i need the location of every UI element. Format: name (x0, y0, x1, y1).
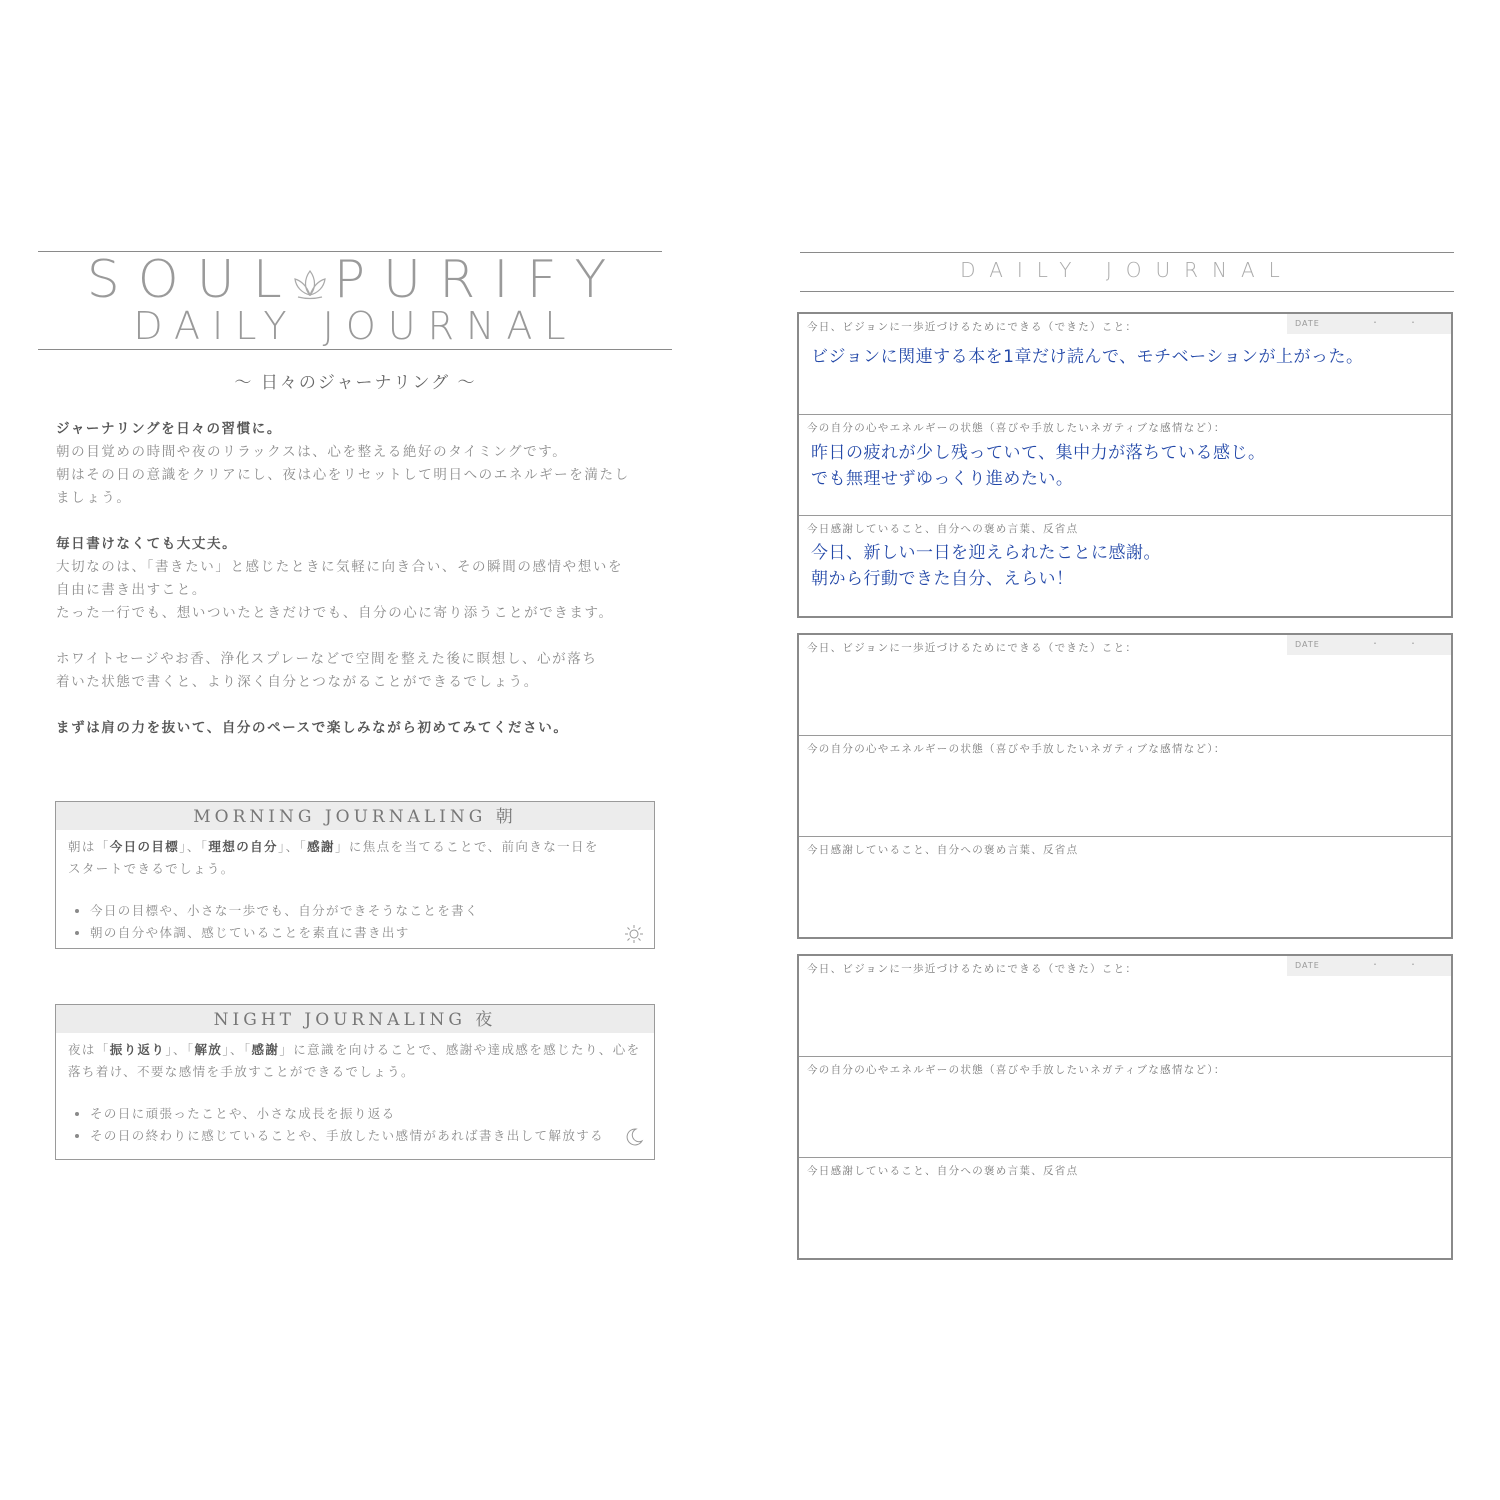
daily-journal-title: DAILY JOURNAL (960, 258, 1294, 282)
date-field[interactable] (1287, 314, 1451, 334)
brand-word-soul: SOUL (86, 250, 300, 310)
date-label: DATE (1295, 319, 1320, 328)
date-field[interactable] (1287, 635, 1451, 655)
right-title-rule (800, 291, 1454, 292)
gratitude-row[interactable] (799, 1158, 1451, 1259)
intro-line: ホワイトセージやお香、浄化スプレーなどで空間を整えた後に瞑想し、心が落ち (56, 651, 598, 667)
morning-title: MORNING JOURNALING 朝 (56, 802, 654, 830)
gratitude-row[interactable] (799, 837, 1451, 938)
journal-entry-3 (797, 954, 1453, 1260)
handwritten-gratitude: 今日、新しい一日を迎えられたことに感謝。 朝から行動できた自分、えらい！ (811, 543, 1161, 589)
intro-line: 朝はその日の意識をクリアにし、夜は心をリセットして明日へのエネルギーを満たし (56, 467, 630, 483)
vision-prompt: 今日、ビジョンに一歩近づけるためにできる（できた）こと： (807, 321, 1138, 333)
morning-description-cont: スタートできるでしょう。 (68, 861, 235, 876)
vision-prompt: 今日、ビジョンに一歩近づけるためにできる（できた）こと： (807, 963, 1138, 975)
morning-bullets (68, 900, 642, 944)
list-item: • その日の終わりに感じていることや、手放したい感情があれば書き出して解放する (90, 1125, 642, 1147)
vision-prompt: 今日、ビジョンに一歩近づけるためにできる（できた）こと： (807, 642, 1138, 654)
intro-line: 自由に書き出すこと。 (56, 582, 207, 598)
intro-text (56, 418, 666, 740)
gratitude-prompt: 今日感謝していること、自分への褒め言葉、反省点 (807, 844, 1079, 856)
night-description: 夜は「振り返り」、「解放」、「感謝」に意識を向けることで、感謝や達成感を感じたり、心を (68, 1042, 641, 1057)
vision-row[interactable] (799, 314, 1451, 415)
lotus-icon (290, 263, 330, 303)
gratitude-row[interactable] (799, 516, 1451, 617)
intro-line: 着いた状態で書くと、より深く自分とつながることができるでしょう。 (56, 674, 539, 690)
list-item: • 朝の自分や体調、感じていることを素直に書き出す (90, 922, 642, 944)
night-title: NIGHT JOURNALING 夜 (56, 1005, 654, 1033)
intro-line: 大切なのは、「書きたい」と感じたときに気軽に向き合い、その瞬間の感情や想いを (56, 559, 624, 575)
date-dot: ・ (1409, 960, 1418, 969)
date-dot: ・ (1409, 639, 1418, 648)
intro-line: ましょう。 (56, 490, 132, 506)
gratitude-prompt: 今日感謝していること、自分への褒め言葉、反省点 (807, 523, 1079, 535)
gratitude-prompt: 今日感謝していること、自分への褒め言葉、反省点 (807, 1165, 1079, 1177)
brand-subtitle: DAILY JOURNAL (133, 304, 578, 348)
state-row[interactable] (799, 736, 1451, 837)
morning-description: 朝は「今日の目標」、「理想の自分」、「感謝」に焦点を当てることで、前向きな一日を (68, 839, 599, 854)
intro-p4-title: まずは肩の力を抜いて、自分のペースで楽しみながら初めてみてください。 (56, 720, 569, 736)
moon-icon (624, 1127, 644, 1147)
intro-p1-title: ジャーナリングを日々の習慣に。 (56, 421, 282, 437)
state-row[interactable] (799, 1057, 1451, 1158)
journal-entry-1 (797, 312, 1453, 618)
night-description-cont: 落ち着け、不要な感情を手放すことができるでしょう。 (68, 1064, 415, 1079)
intro-line: 朝の目覚めの時間や夜のリラックスは、心を整える絶好のタイミングです。 (56, 444, 568, 460)
date-dot: ・ (1409, 318, 1418, 327)
date-field[interactable] (1287, 956, 1451, 976)
journal-entry-2 (797, 633, 1453, 939)
right-top-rule (800, 252, 1454, 253)
vision-row[interactable] (799, 635, 1451, 736)
state-prompt: 今の自分の心やエネルギーの状態（喜びや手放したいネガティブな感情など）： (807, 422, 1226, 434)
list-item: • 今日の目標や、小さな一歩でも、自分ができそうなことを書く (90, 900, 642, 922)
brand-title (38, 252, 673, 308)
intro-p2-title: 毎日書けなくても大丈夫。 (56, 536, 238, 552)
list-item: • その日に頑張ったことや、小さな成長を振り返る (90, 1103, 642, 1125)
brand-bottom-rule (38, 349, 672, 350)
state-prompt: 今の自分の心やエネルギーの状態（喜びや手放したいネガティブな感情など）： (807, 743, 1226, 755)
night-bullets (68, 1103, 642, 1147)
brand-word-purify: PURIFY (333, 250, 625, 310)
vision-row[interactable] (799, 956, 1451, 1057)
state-prompt: 今の自分の心やエネルギーの状態（喜びや手放したいネガティブな感情など）： (807, 1064, 1226, 1076)
morning-journaling-box (55, 801, 655, 949)
date-label: DATE (1295, 961, 1320, 970)
date-dot: ・ (1371, 960, 1380, 969)
date-label: DATE (1295, 640, 1320, 649)
handwritten-state: 昨日の疲れが少し残っていて、集中力が落ちている感じ。 でも無理せずゆっくり進めたい。 (811, 443, 1266, 489)
intro-line: たった一行でも、想いついたときだけでも、自分の心に寄り添うことができます。 (56, 605, 614, 621)
night-journaling-box (55, 1004, 655, 1160)
section-heading: ～ 日々のジャーナリング ～ (234, 373, 477, 393)
date-dot: ・ (1371, 639, 1380, 648)
date-dot: ・ (1371, 318, 1380, 327)
handwritten-vision: ビジョンに関連する本を1章だけ読んで、モチベーションが上がった。 (811, 347, 1364, 367)
state-row[interactable] (799, 415, 1451, 516)
sun-icon (624, 924, 644, 944)
